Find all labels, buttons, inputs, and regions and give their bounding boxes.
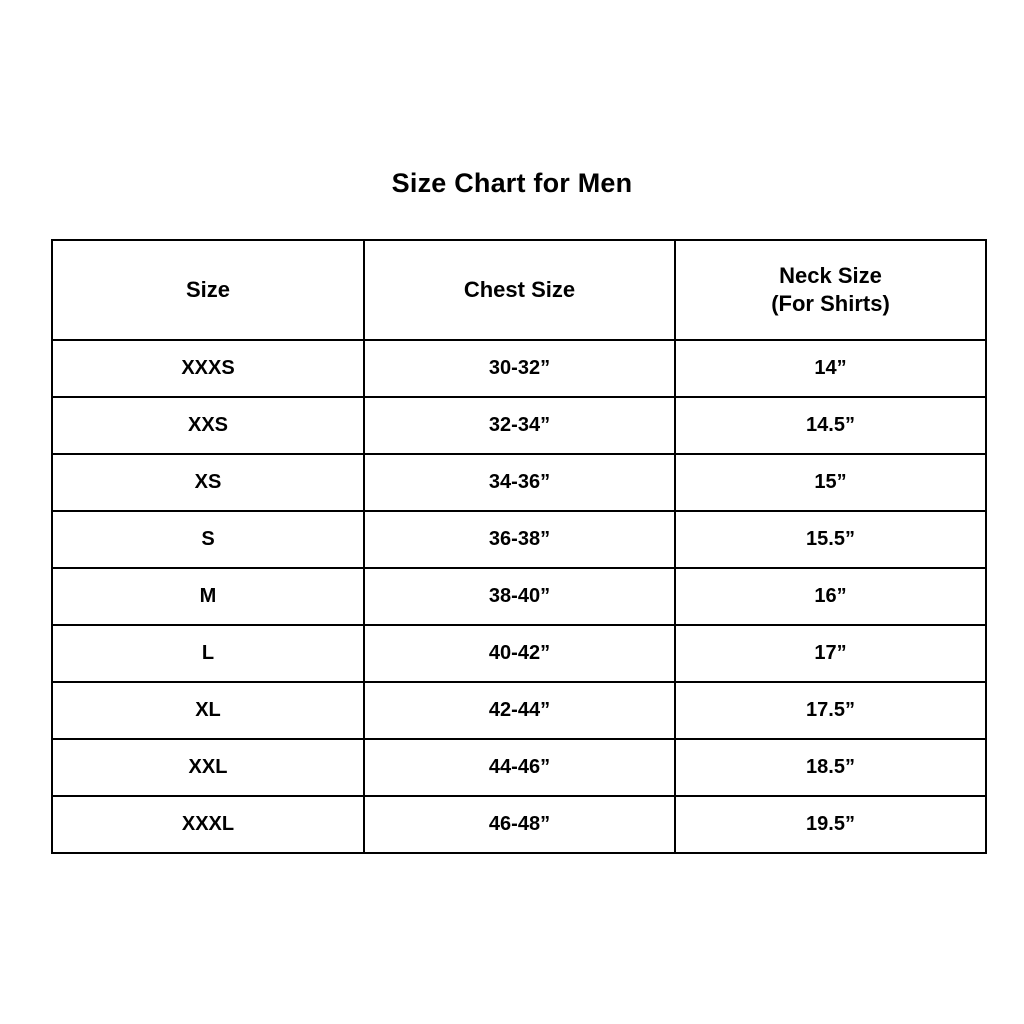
size-chart-table bbox=[51, 239, 987, 854]
cell-size: XXXS bbox=[52, 340, 364, 397]
cell-chest: 32-34” bbox=[364, 397, 675, 454]
column-header-chest bbox=[364, 240, 675, 340]
column-header-neck-sublabel: (For Shirts) bbox=[771, 291, 890, 316]
cell-neck: 18.5” bbox=[675, 739, 986, 796]
cell-neck: 19.5” bbox=[675, 796, 986, 853]
cell-chest: 34-36” bbox=[364, 454, 675, 511]
cell-chest: 46-48” bbox=[364, 796, 675, 853]
cell-neck: 17” bbox=[675, 625, 986, 682]
column-header-neck-label: Neck Size bbox=[779, 262, 882, 288]
cell-chest: 44-46” bbox=[364, 739, 675, 796]
column-header-size-label: Size bbox=[185, 276, 231, 302]
cell-neck: 14.5” bbox=[675, 397, 986, 454]
table-row bbox=[52, 625, 986, 682]
cell-chest: 38-40” bbox=[364, 568, 675, 625]
cell-neck: 16” bbox=[675, 568, 986, 625]
cell-chest: 30-32” bbox=[364, 340, 675, 397]
page-title: Size Chart for Men bbox=[391, 168, 633, 198]
cell-size: L bbox=[52, 625, 364, 682]
cell-neck: 15.5” bbox=[675, 511, 986, 568]
table-header-row bbox=[52, 240, 986, 340]
table-row bbox=[52, 682, 986, 739]
cell-chest: 40-42” bbox=[364, 625, 675, 682]
cell-chest: 42-44” bbox=[364, 682, 675, 739]
cell-neck: 14” bbox=[675, 340, 986, 397]
table-row bbox=[52, 397, 986, 454]
column-header-chest-label: Chest Size bbox=[463, 276, 576, 302]
table-row bbox=[52, 340, 986, 397]
cell-size: S bbox=[52, 511, 364, 568]
cell-size: XL bbox=[52, 682, 364, 739]
column-header-neck bbox=[675, 240, 986, 340]
column-header-size bbox=[52, 240, 364, 340]
cell-neck: 15” bbox=[675, 454, 986, 511]
table-row bbox=[52, 568, 986, 625]
table-body bbox=[52, 340, 986, 853]
table-row bbox=[52, 454, 986, 511]
table-row bbox=[52, 796, 986, 853]
cell-size: XXXL bbox=[52, 796, 364, 853]
table-header bbox=[52, 240, 986, 340]
cell-size: XXS bbox=[52, 397, 364, 454]
cell-size: XXL bbox=[52, 739, 364, 796]
cell-size: M bbox=[52, 568, 364, 625]
table-row bbox=[52, 739, 986, 796]
table-row bbox=[52, 511, 986, 568]
cell-neck: 17.5” bbox=[675, 682, 986, 739]
cell-chest: 36-38” bbox=[364, 511, 675, 568]
cell-size: XS bbox=[52, 454, 364, 511]
